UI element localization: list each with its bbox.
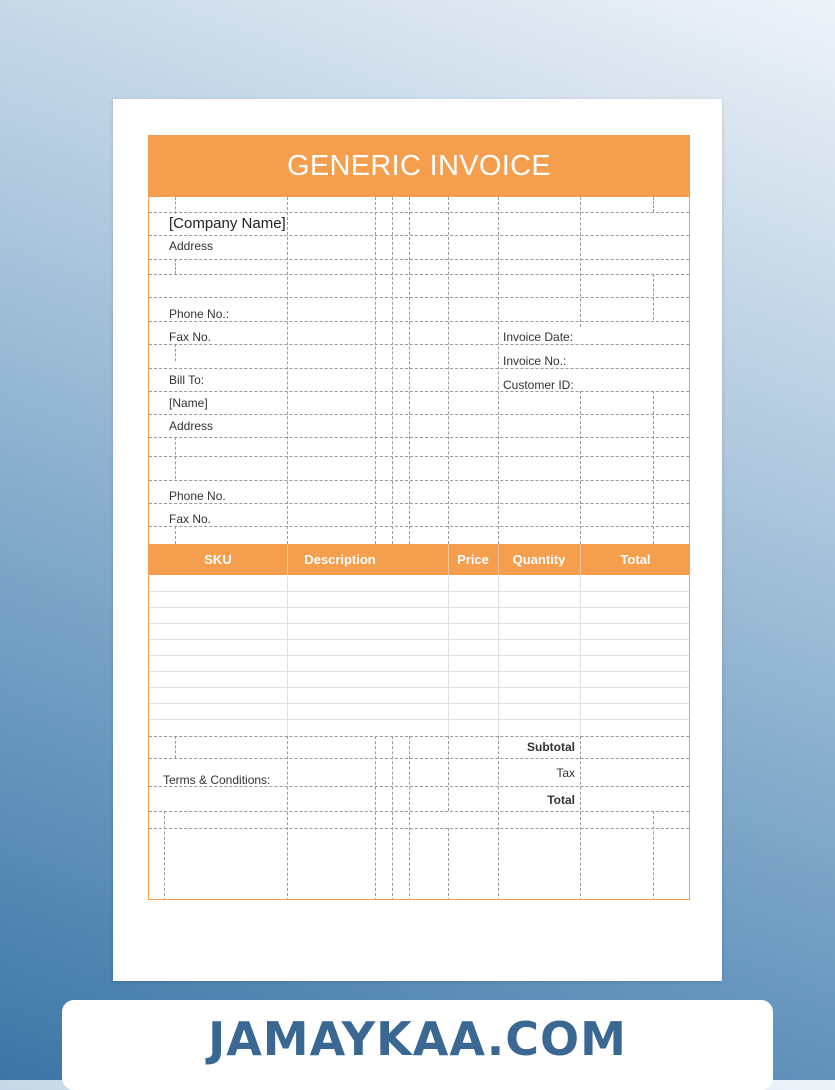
company-phone-label: Phone No.:	[169, 307, 230, 321]
tax-label: Tax	[556, 766, 575, 780]
header-description: Description	[304, 552, 376, 567]
invoice-sheet	[148, 135, 690, 900]
company-address-label: Address	[169, 239, 214, 253]
company-name: [Company Name]	[169, 215, 286, 232]
header-total: Total	[620, 552, 651, 567]
invoice-date-label: Invoice Date:	[503, 330, 574, 344]
bill-to-address-label: Address	[169, 419, 214, 433]
bill-to-heading: Bill To:	[169, 373, 205, 387]
invoice-title: GENERIC INVOICE	[149, 136, 689, 197]
bill-to-phone-label: Phone No.	[169, 489, 226, 503]
subtotal-label: Subtotal	[527, 740, 575, 754]
company-fax-label: Fax No.	[169, 330, 212, 344]
header-price: Price	[457, 552, 489, 567]
bill-to-name: [Name]	[169, 396, 208, 410]
terms-label: Terms & Conditions:	[163, 773, 271, 787]
invoice-number-label: Invoice No.:	[503, 354, 567, 368]
customer-id-label: Customer ID:	[503, 378, 574, 392]
header-quantity: Quantity	[512, 552, 566, 567]
items-table-header	[149, 544, 689, 575]
bill-to-fax-label: Fax No.	[169, 512, 212, 526]
footer-card	[62, 1000, 773, 1090]
header-sku: SKU	[204, 552, 232, 567]
brand-logo-text: JAMAYKAA.COM	[208, 1012, 627, 1066]
total-label: Total	[547, 793, 575, 807]
